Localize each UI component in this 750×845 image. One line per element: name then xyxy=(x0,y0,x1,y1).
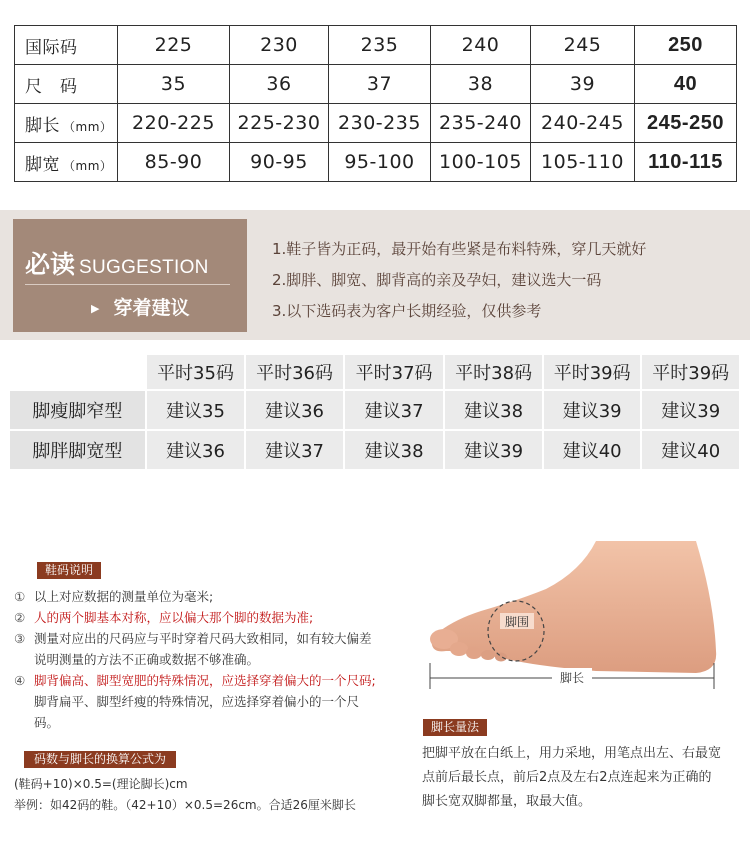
divider xyxy=(25,284,230,285)
formula-line: (鞋码+10)×0.5=(理论脚长)cm xyxy=(14,777,188,791)
measure-description: 把脚平放在白纸上，用力采地，用笔点出左、右最宽点前后最长点，前后2点及左右2点连起来为正确的脚长宽双脚都量，取最大值。 xyxy=(422,746,722,809)
triangle-right-icon: ▶ xyxy=(91,302,100,315)
column-header: 平时35码 xyxy=(147,355,245,389)
row-shoe-size xyxy=(15,65,737,104)
suggestion-subtitle: ▶ 穿着建议 xyxy=(91,297,190,319)
table-cell: 245 xyxy=(531,26,635,65)
table-cell: 240 xyxy=(431,26,531,65)
recommendation-table xyxy=(8,353,741,471)
list-item: ① 以上对应数据的测量单位为毫米; xyxy=(14,589,214,604)
table-cell: 90-95 xyxy=(230,143,329,182)
list-item: ② 人的两个脚基本对称，应以偏大那个脚的数据为准; xyxy=(14,610,314,625)
row-foot-width xyxy=(15,143,737,182)
size-chart-table xyxy=(14,25,737,182)
table-cell: 245-250 xyxy=(635,104,737,143)
table-cell: 35 xyxy=(118,65,230,104)
suggestion-list xyxy=(272,237,646,330)
table-cell: 建议38 xyxy=(445,391,542,429)
size-notes-list xyxy=(14,586,379,733)
list-item: 1.鞋子皆为正码，最开始有些紧是布料特殊，穿几天就好 xyxy=(272,240,647,258)
list-item: ③ 测量对应出的尺码应与平时穿着尺码大致相同，如有较大偏差说明测量的方法不正确或数据不够准确。 xyxy=(14,631,372,667)
table-cell: 建议37 xyxy=(246,431,343,469)
formula-example: 举例：如42码的鞋。（42+10）×0.5=26cm。合适26厘米脚长 xyxy=(14,798,356,812)
row-label: 国际码 xyxy=(15,26,118,65)
row-label: 脚瘦脚窄型 xyxy=(10,391,145,429)
column-header: 平时39码 xyxy=(642,355,739,389)
table-header-row xyxy=(10,355,739,389)
foot-image xyxy=(396,541,728,711)
table-cell: 建议40 xyxy=(544,431,641,469)
girth-label: 脚围 xyxy=(504,615,530,629)
table-cell: 230-235 xyxy=(329,104,431,143)
table-cell: 235 xyxy=(329,26,431,65)
table-cell: 建议36 xyxy=(147,431,245,469)
table-cell: 250 xyxy=(635,26,737,65)
formula-tag: 码数与脚长的换算公式为 xyxy=(24,751,176,768)
row-foot-length xyxy=(15,104,737,143)
measure-tag: 脚长量法 xyxy=(423,719,487,736)
table-cell: 37 xyxy=(329,65,431,104)
table-cell: 235-240 xyxy=(431,104,531,143)
table-cell: 95-100 xyxy=(329,143,431,182)
table-cell: 建议40 xyxy=(642,431,739,469)
table-cell: 85-90 xyxy=(118,143,230,182)
table-cell: 225 xyxy=(118,26,230,65)
list-item: 3.以下选码表为客户长期经验，仅供参考 xyxy=(272,302,542,320)
row-label: 脚胖脚宽型 xyxy=(10,431,145,469)
table-cell: 230 xyxy=(230,26,329,65)
table-cell: 100-105 xyxy=(431,143,531,182)
table-row xyxy=(10,391,739,429)
table-cell: 38 xyxy=(431,65,531,104)
table-cell: 225-230 xyxy=(230,104,329,143)
table-cell: 240-245 xyxy=(531,104,635,143)
table-cell: 220-225 xyxy=(118,104,230,143)
suggestion-band xyxy=(0,210,750,340)
row-label: 脚宽 （mm） xyxy=(15,143,118,182)
foot-illustration xyxy=(396,541,728,711)
column-header: 平时37码 xyxy=(345,355,444,389)
length-label: 脚长 xyxy=(559,671,585,685)
row-international-size xyxy=(15,26,737,65)
list-item: 2.脚胖、脚宽、脚背高的亲及孕妇，建议选大一码 xyxy=(272,271,602,289)
row-label: 尺 码 xyxy=(15,65,118,104)
column-header: 平时38码 xyxy=(445,355,542,389)
table-cell: 110-115 xyxy=(635,143,737,182)
row-label: 脚长 （mm） xyxy=(15,104,118,143)
table-cell: 39 xyxy=(531,65,635,104)
table-cell: 40 xyxy=(635,65,737,104)
table-cell: 105-110 xyxy=(531,143,635,182)
table-cell: 建议38 xyxy=(345,431,444,469)
column-header: 平时36码 xyxy=(246,355,343,389)
table-cell: 建议35 xyxy=(147,391,245,429)
table-cell: 建议36 xyxy=(246,391,343,429)
table-cell: 建议39 xyxy=(544,391,641,429)
list-item: ④ 脚背偏高、脚型宽肥的特殊情况，应选择穿着偏大的一个尺码;脚背扁平、脚型纤瘦的特殊情况，应选择穿着偏小的一个尺码。 xyxy=(14,673,376,730)
table-cell: 建议37 xyxy=(345,391,444,429)
table-cell: 建议39 xyxy=(445,431,542,469)
size-notes-tag: 鞋码说明 xyxy=(37,562,101,579)
table-cell: 建议39 xyxy=(642,391,739,429)
suggestion-badge xyxy=(13,219,247,332)
suggestion-title: 必读 SUGGESTION xyxy=(25,250,209,279)
table-row xyxy=(10,431,739,469)
column-header: 平时39码 xyxy=(544,355,641,389)
table-cell: 36 xyxy=(230,65,329,104)
